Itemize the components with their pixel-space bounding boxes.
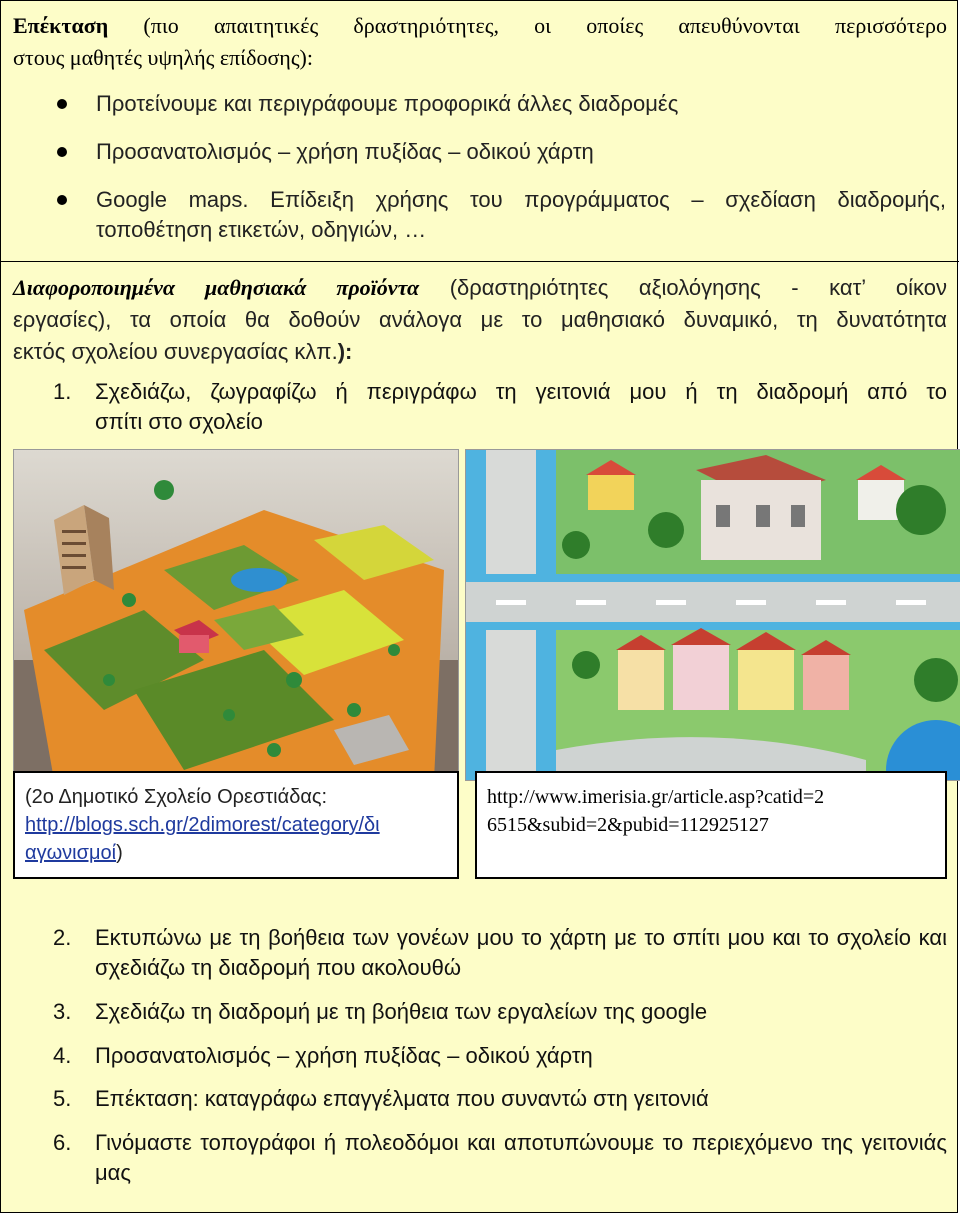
extension-label: Επέκταση bbox=[13, 13, 109, 38]
school-model-illustration bbox=[14, 450, 458, 780]
extension-section bbox=[1, 1, 959, 262]
list-item-continuation: τοποθέτηση ετικετών, οδηγιών, … bbox=[96, 217, 427, 242]
list-item: Προτείνουμε και περιγράφουμε προφορικά άλλες διαδρομές bbox=[1, 89, 959, 119]
list-item: 3. Σχεδιάζω τη διαδρομή με τη βοήθεια των εργαλείων της google bbox=[53, 999, 708, 1024]
list-item: 4. Προσανατολισμός – χρήση πυξίδας – οδικού χάρτη bbox=[53, 1043, 593, 1068]
blog-link[interactable]: http://blogs.sch.gr/2dimorest/category/δι bbox=[25, 814, 380, 836]
products-heading-line1: Διαφοροποιημένα μαθησιακά προϊόντα (δραστηριότητες αξιολόγησης - κατ’ οίκον bbox=[13, 275, 947, 300]
list-item: 5. Επέκταση: καταγράφω επαγγέλματα που συναντώ στη γειτονιά bbox=[53, 1086, 709, 1111]
list-item: Προσανατολισμός – χρήση πυξίδας – οδικού χάρτη bbox=[1, 137, 959, 167]
bullet-icon bbox=[57, 195, 67, 205]
products-line2: εργασίες), τα οποία θα δοθούν ανάλογα με το μαθησιακό δυναμικό, τη δυνατότητα bbox=[13, 307, 947, 332]
right-photo-caption: http://www.imerisia.gr/article.asp?catid=2 6515&subid=2&pubid=112925127 bbox=[475, 771, 947, 879]
list-item: Google maps. Επίδειξη χρήσης του προγράμματος – σχεδίαση διαδρομής, bbox=[1, 185, 959, 215]
bullet-icon bbox=[57, 147, 67, 157]
school-model-photo bbox=[13, 449, 459, 781]
products-heading: Διαφοροποιημένα μαθησιακά προϊόντα bbox=[13, 275, 420, 300]
left-photo-caption: (2ο Δημοτικό Σχολείο Ορεστιάδας: http://blogs.sch.gr/2dimorest/category/δι αγωνισμοί) bbox=[13, 771, 459, 879]
blog-link-continuation[interactable]: αγωνισμοί bbox=[25, 842, 117, 864]
neighbourhood-painting-photo bbox=[465, 449, 960, 781]
list-item: 1. Σχεδιάζω, ζωγραφίζω ή περιγράφω τη γειτονιά μου ή τη διαδρομή από το σπίτι στο σχολείο bbox=[53, 379, 947, 434]
list-item: 6. Γινόμαστε τοπογράφοι ή πολεοδόμοι και αποτυπώνουμε το περιεχόμενο της γειτονιάς μας bbox=[53, 1130, 947, 1185]
neighbourhood-painting-illustration bbox=[466, 450, 960, 780]
extension-intro-line2: στους μαθητές υψηλής επίδοσης): bbox=[13, 45, 313, 70]
extension-intro-line1: Επέκταση (πιο απαιτητικές δραστηριότητες, οι οποίες απευθύνονται περισσότερο bbox=[13, 13, 947, 38]
bullet-icon bbox=[57, 99, 67, 109]
list-item: 2. Εκτυπώνω με τη βοήθεια των γονέων μου το χάρτη με το σπίτι μου και το σχολείο και σχεδιάζω τη διαδρομή που ακολουθώ bbox=[53, 925, 947, 980]
products-line3: εκτός σχολείου συνεργασίας κλπ.): bbox=[13, 339, 353, 364]
